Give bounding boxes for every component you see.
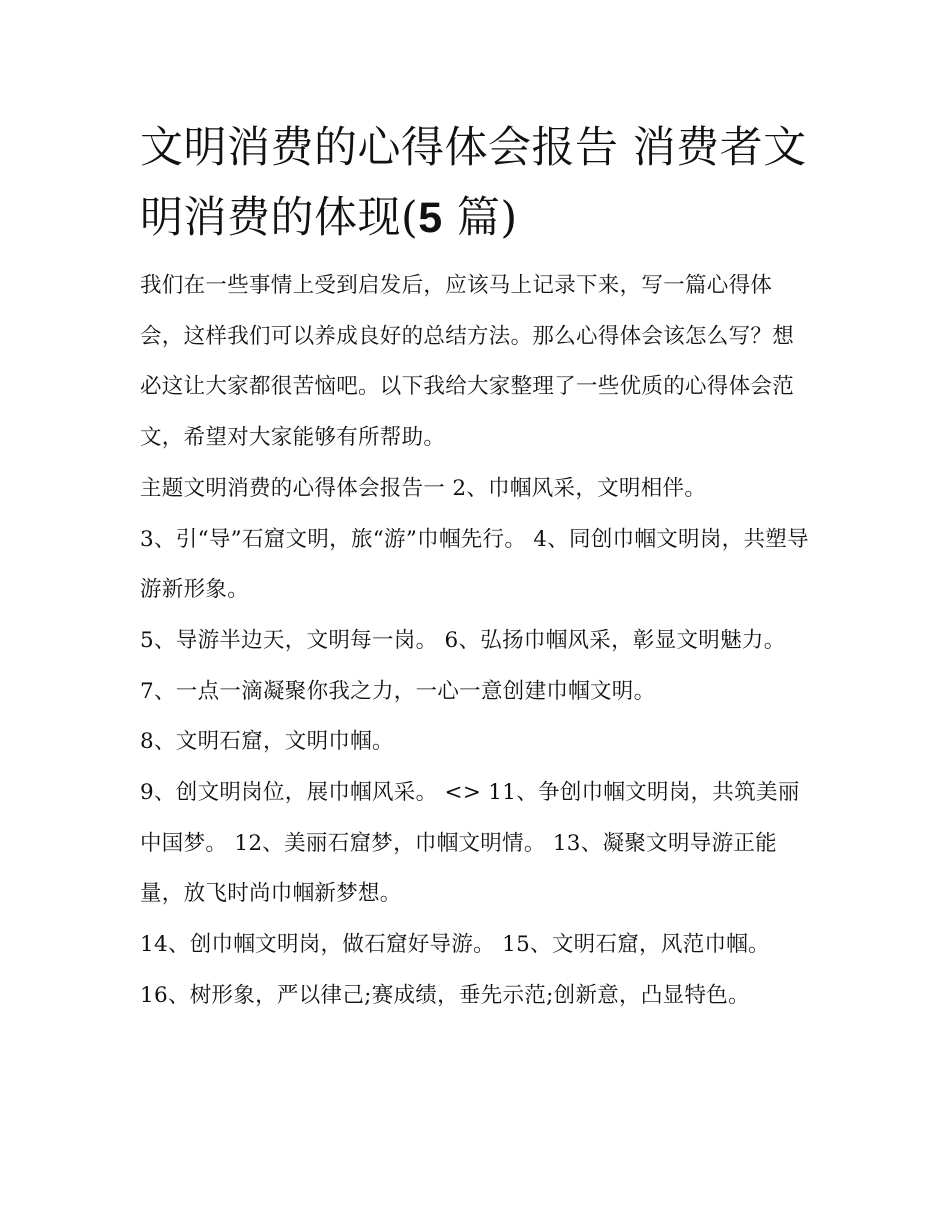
document-title <box>140 113 812 253</box>
paragraph: 14、创巾帼文明岗，做石窟好导游。 15、文明石窟，风范巾帼。 16、树形象，严以律己;赛成绩，垂先示范;创新意，凸显特色。 <box>140 932 770 1008</box>
paragraph: 8、文明石窟，文明巾帼。 <box>140 729 394 755</box>
paragraph: 9、创文明岗位，展巾帼风采。 <> 11、争创巾帼文明岗，共筑美丽中国梦。 12、美丽石窟梦，巾帼文明情。 13、凝聚文明导游正能量，放飞时尚巾帼新梦想。 <box>140 780 800 907</box>
title-count: 5 <box>418 194 443 242</box>
paragraph-intro: 我们在一些事情上受到启发后，应该马上记录下来，写一篇心得体会，这样我们可以养成良好的总结方法。那么心得体会该怎么写？想必这让大家都很苦恼吧。以下我给大家整理了一些优质的心得体会范文，希望对大家能够有所帮助。 <box>140 273 795 451</box>
document-page <box>140 113 812 1022</box>
title-suffix: 篇) <box>442 193 518 243</box>
title-text: 文明消费的心得体会报告 消费者文明消费的体现( <box>140 123 807 243</box>
paragraph: 5、导游半边天，文明每一岗。 6、弘扬巾帼风采，彰显文明魅力。 7、一点一滴凝聚你我之力，一心一意创建巾帼文明。 <box>140 627 786 704</box>
paragraph: 3、引“导”石窟文明，旅“游”巾帼先行。 4、同创巾帼文明岗，共塑导游新形象。 <box>140 526 809 603</box>
paragraph: 主题文明消费的心得体会报告一 2、巾帼风采，文明相伴。 <box>140 475 707 501</box>
